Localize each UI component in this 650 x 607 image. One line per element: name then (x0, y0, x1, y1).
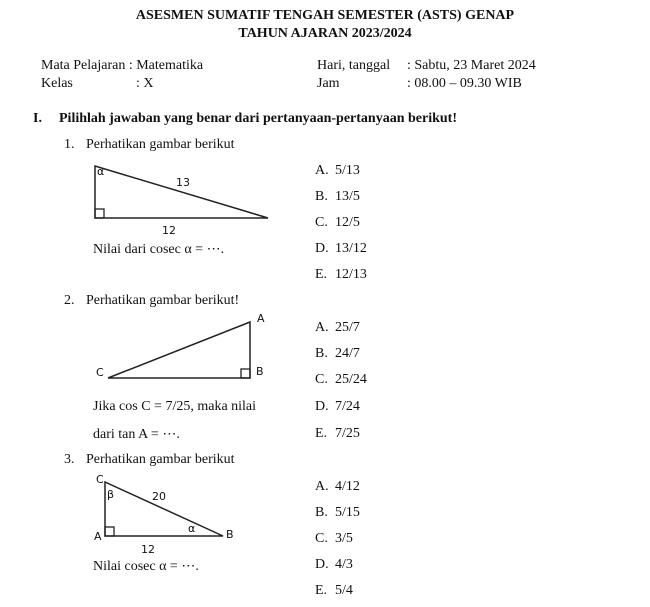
q3-right-angle-mark (105, 527, 114, 536)
q3-option-b-text: 5/15 (335, 505, 360, 520)
class-label: Kelas (41, 76, 73, 91)
q2-option-a-text: 25/7 (335, 320, 360, 335)
q1-option-e-text: 12/13 (335, 267, 367, 282)
q3-option-e-text: 5/4 (335, 583, 353, 598)
q1-ask: Nilai dari cosec α = ⋯. (93, 242, 225, 257)
section-number: I. (33, 111, 42, 126)
time-value: : 08.00 – 09.30 WIB (407, 76, 522, 91)
q1-option-d-text: 13/12 (335, 241, 367, 256)
q1-option-b-text: 13/5 (335, 189, 360, 204)
q1-option-e[interactable] (315, 267, 367, 283)
q1-right-angle-mark (95, 209, 104, 218)
day-value: : Sabtu, 23 Maret 2024 (407, 58, 536, 73)
q3-option-d[interactable] (315, 557, 353, 573)
q1-triangle-figure (88, 160, 278, 240)
q3-option-e-letter: E. (315, 583, 328, 598)
q2-vertex-a: A (257, 312, 265, 325)
exam-title: ASESMEN SUMATIF TENGAH SEMESTER (ASTS) GENAP (135, 8, 515, 23)
q1-option-e-letter: E. (315, 267, 328, 282)
q3-base-label: 12 (141, 543, 155, 556)
q1-option-d[interactable] (315, 241, 367, 257)
q1-option-d-letter: D. (315, 241, 329, 256)
q2-option-c-text: 25/24 (335, 372, 367, 387)
q3-option-b[interactable] (315, 505, 360, 521)
q3-triangle-figure (88, 472, 248, 560)
q3-option-d-letter: D. (315, 557, 329, 572)
q3-angle-alpha: α (188, 522, 196, 535)
q2-number: 2. (64, 293, 75, 308)
q2-prompt: Perhatikan gambar berikut! (86, 293, 240, 308)
q3-prompt: Perhatikan gambar berikut (86, 452, 235, 467)
q3-hyp-label: 20 (152, 490, 166, 503)
subject-label: Mata Pelajaran : Matematika (41, 58, 204, 73)
q1-option-a-text: 5/13 (335, 163, 360, 178)
q2-vertex-c: C (96, 366, 104, 379)
q2-option-e[interactable] (315, 426, 360, 442)
q2-option-b-text: 24/7 (335, 346, 360, 361)
q2-vertex-b: B (256, 365, 264, 378)
q1-base-label: 12 (162, 224, 176, 237)
q3-option-b-letter: B. (315, 505, 328, 520)
q2-option-c[interactable] (315, 372, 367, 388)
q2-right-angle-mark (241, 369, 250, 378)
q2-triangle (108, 322, 250, 378)
q3-angle-beta: β (107, 488, 115, 501)
q1-option-b[interactable] (315, 189, 360, 205)
exam-year: TAHUN AJARAN 2023/2024 (238, 26, 412, 41)
q2-option-c-letter: C. (315, 372, 328, 387)
q1-option-c-text: 12/5 (335, 215, 360, 230)
q2-triangle-figure (88, 308, 278, 388)
q3-option-c[interactable] (315, 531, 353, 547)
q3-option-c-text: 3/5 (335, 531, 353, 546)
q3-number: 3. (64, 452, 75, 467)
q2-option-d[interactable] (315, 399, 360, 415)
q3-option-a[interactable] (315, 479, 360, 495)
q3-option-d-text: 4/3 (335, 557, 353, 572)
q3-vertex-c: C (96, 473, 104, 486)
q1-angle-label: α (97, 165, 105, 178)
q1-triangle (95, 166, 268, 218)
q2-option-a-letter: A. (315, 320, 329, 335)
q2-option-d-text: 7/24 (335, 399, 360, 414)
q3-ask: Nilai cosec α = ⋯. (93, 559, 199, 574)
q2-option-a[interactable] (315, 320, 360, 336)
q1-option-a-letter: A. (315, 163, 329, 178)
section-instruction: Pilihlah jawaban yang benar dari pertanyaan-pertanyaan berikut! (59, 111, 458, 126)
q2-option-b[interactable] (315, 346, 360, 362)
time-label: Jam (317, 76, 340, 91)
q2-ask-line2: dari tan A = ⋯. (93, 427, 180, 442)
q1-prompt: Perhatikan gambar berikut (86, 137, 235, 152)
q3-vertex-b: B (226, 528, 234, 541)
q2-option-b-letter: B. (315, 346, 328, 361)
q3-option-a-text: 4/12 (335, 479, 360, 494)
q2-ask-line1: Jika cos C = 7/25, maka nilai (93, 399, 257, 414)
class-value: : X (136, 76, 154, 91)
q1-option-b-letter: B. (315, 189, 328, 204)
q1-option-c-letter: C. (315, 215, 328, 230)
q2-option-d-letter: D. (315, 399, 329, 414)
q3-option-a-letter: A. (315, 479, 329, 494)
q1-number: 1. (64, 137, 75, 152)
day-label: Hari, tanggal (317, 58, 391, 73)
q2-option-e-letter: E. (315, 426, 328, 441)
q3-option-c-letter: C. (315, 531, 328, 546)
q2-option-e-text: 7/25 (335, 426, 360, 441)
q3-vertex-a: A (94, 530, 102, 543)
q3-option-e[interactable] (315, 583, 353, 599)
q1-hyp-label: 13 (176, 176, 190, 189)
q1-option-c[interactable] (315, 215, 360, 231)
q1-option-a[interactable] (315, 163, 360, 179)
